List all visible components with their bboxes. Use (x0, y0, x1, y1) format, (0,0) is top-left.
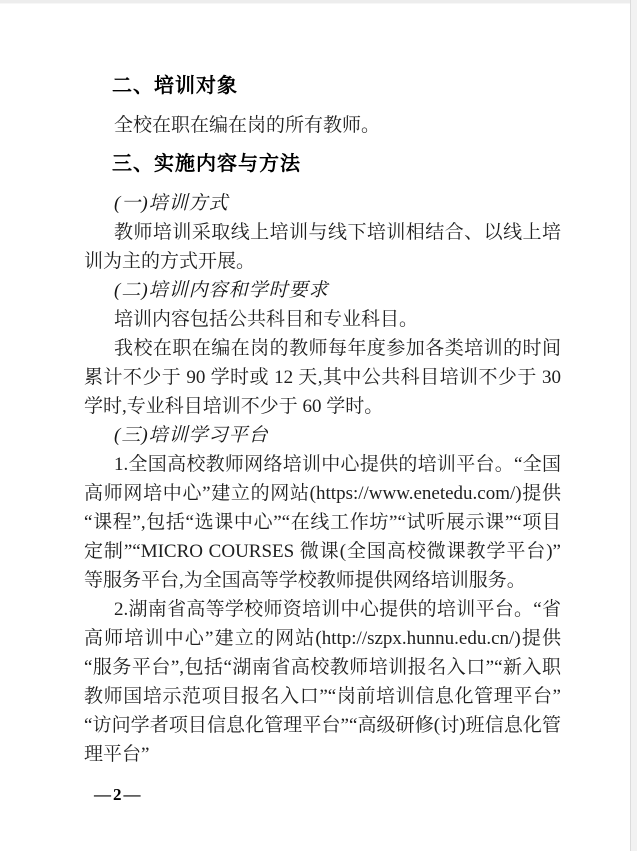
scan-edge-top (0, 0, 637, 4)
body-paragraph: 全校在职在编在岗的所有教师。 (114, 115, 381, 136)
page-number: —2— (94, 785, 143, 804)
body-paragraph: 培训内容包括公共科目和专业科目。 (114, 309, 419, 330)
section-heading-implementation: 三、实施内容与方法 (112, 153, 301, 175)
sub-heading-training-mode: (一)培训方式 (114, 193, 229, 214)
document-content (84, 66, 561, 769)
body-paragraph: 我校在职在编在岗的教师每年度参加各类培训的时间累计不少于 90 学时或 12 天,其中公共科目培训不少于 30 学时,专业科目培训不少于 60 学时。 (84, 338, 561, 417)
section-heading-training-target: 二、培训对象 (112, 75, 238, 97)
body-paragraph-platform-national: 1.全国高校教师网络培训中心提供的培训平台。“全国高师网培中心”建立的网站(https://www.enetedu.com/)提供“课程”,包括“选课中心”“在线工作坊”“试听展示课”“项目定制”“MICRO COURSES 微课(全国高校微课教学平台)”等服务平台,为全国高等学校教师提供网络培训服务。 (84, 454, 561, 591)
scan-edge-right (630, 0, 637, 851)
body-paragraph: 教师培训采取线上培训与线下培训相结合、以线上培训为主的方式开展。 (84, 222, 561, 272)
sub-heading-content-hours: (二)培训内容和学时要求 (114, 280, 329, 301)
sub-heading-learning-platforms: (三)培训学习平台 (114, 425, 269, 446)
body-paragraph-platform-hunan: 2.湖南省高等学校师资培训中心提供的培训平台。“省高师培训中心”建立的网站(http://szpx.hunnu.edu.cn/)提供“服务平台”,包括“湖南省高校教师培训报名入口”“新入职教师国培示范项目报名入口”“岗前培训信息化管理平台”“访问学者项目信息化管理平台”“高级研修(讨)班信息化管理平台” (84, 599, 561, 765)
